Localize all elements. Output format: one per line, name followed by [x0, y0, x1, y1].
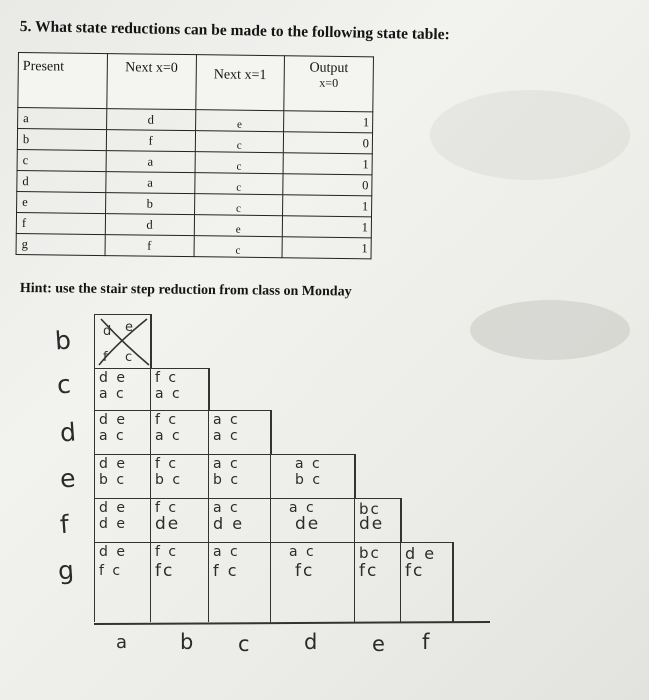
cell-c-b	[150, 368, 208, 410]
cell-next1: c	[194, 236, 283, 258]
cell-g-a-line1: d e	[99, 544, 127, 560]
cell-c-a-line2: a c	[99, 386, 126, 402]
cell-d-c-line1: a c	[213, 412, 240, 428]
cell-g-f-line1: d e	[405, 544, 437, 563]
cell-output: 1	[282, 216, 371, 238]
cell-e-d-line1: a c	[295, 456, 322, 472]
svg-text:f: f	[103, 350, 108, 365]
row-label-e: e	[59, 463, 77, 494]
cell-f-d-line2: de	[295, 514, 321, 534]
cell-e-c	[208, 454, 270, 498]
col-label-c: c	[238, 632, 250, 656]
cell-g-e-line1: bc	[359, 544, 381, 562]
svg-text:e: e	[125, 320, 133, 335]
cell-next1: c	[194, 194, 283, 216]
cell-g-f	[400, 542, 452, 622]
cell-f-b-line1: f c	[155, 500, 179, 516]
cell-next1: e	[195, 110, 284, 132]
cell-c-b-line1: f c	[155, 370, 179, 386]
col-label-f: f	[422, 630, 430, 654]
cell-next1: c	[195, 131, 284, 153]
header-next-x0: Next x=0	[107, 54, 196, 110]
col-label-d: d	[304, 630, 318, 654]
row-label-g: g	[57, 555, 75, 586]
cell-next1: c	[194, 173, 283, 195]
cell-g-b-line1: f c	[155, 544, 179, 560]
paper-shadow	[430, 90, 630, 180]
cell-output: 0	[283, 132, 372, 154]
cell-d-a	[94, 410, 150, 454]
cell-d-b-line1: f c	[155, 412, 179, 428]
cell-output: 0	[283, 174, 372, 196]
cell-f-e-line2: de	[359, 514, 385, 534]
cell-g-d-line1: a c	[289, 544, 316, 560]
header-next-x1: Next x=1	[195, 55, 284, 111]
cell-next1: e	[194, 215, 283, 237]
cell-e-a	[94, 454, 150, 498]
svg-text:c: c	[125, 350, 133, 365]
cell-c-a-line1: d e	[99, 370, 127, 386]
cell-next0: b	[105, 193, 194, 215]
stair-edge	[400, 498, 402, 542]
cell-g-e-line2: fc	[359, 561, 379, 581]
hint-text: Hint: use the stair step reduction from class on Monday	[19, 281, 352, 300]
cell-present: b	[17, 129, 106, 151]
table-row	[16, 233, 371, 258]
cell-f-e-line1: bc	[359, 500, 381, 518]
cell-f-a	[94, 498, 150, 542]
state-table	[16, 52, 374, 259]
cross-out-icon	[95, 315, 151, 369]
cell-g-d	[270, 542, 354, 622]
cell-present: d	[17, 170, 106, 192]
state-table-header	[18, 53, 374, 112]
cell-f-b-line2: de	[155, 514, 181, 534]
row-label-b: b	[54, 325, 72, 356]
col-label-b: b	[180, 630, 194, 654]
cell-f-a-line2: d e	[99, 516, 127, 532]
stair-edge	[270, 410, 272, 454]
cell-next0: d	[106, 109, 195, 131]
cell-f-a-line1: d e	[99, 500, 127, 516]
cell-e-b-line1: f c	[155, 456, 179, 472]
cell-f-d	[270, 498, 354, 542]
stair-edge	[208, 368, 210, 410]
cell-output: 1	[283, 153, 372, 175]
cell-present: f	[16, 212, 105, 234]
cell-g-a	[94, 542, 150, 622]
cell-g-c-line1: a c	[213, 544, 240, 560]
svg-text:d: d	[103, 324, 112, 339]
cell-output: 1	[283, 195, 372, 217]
cell-e-b-line2: b c	[155, 472, 183, 488]
cell-f-d-line1: a c	[289, 500, 316, 516]
header-output-label: Output	[309, 60, 349, 77]
row-label-d: d	[59, 417, 77, 448]
question-text: 5. What state reductions can be made to the following state table:	[19, 18, 450, 44]
row-label-f: f	[58, 509, 70, 540]
cell-output: 1	[282, 237, 371, 259]
cell-present: c	[17, 149, 106, 171]
cell-e-c-line1: a c	[213, 456, 240, 472]
header-present: Present	[18, 53, 107, 109]
cell-f-c	[208, 498, 270, 542]
cell-e-d	[270, 454, 354, 498]
cell-f-b	[150, 498, 208, 542]
header-output-sub: x=0	[319, 75, 339, 90]
stair-edge	[354, 454, 356, 498]
cell-e-b	[150, 454, 208, 498]
cell-c-b-line2: a c	[155, 386, 182, 402]
cell-g-c-line2: f c	[213, 561, 239, 580]
cell-d-c-line2: a c	[213, 428, 240, 444]
paper-shadow	[470, 300, 630, 360]
cell-b-a	[94, 314, 150, 368]
cell-e-a-line1: d e	[99, 456, 127, 472]
cell-d-c	[208, 410, 270, 454]
row-label-c: c	[56, 369, 72, 400]
cell-next0: f	[105, 235, 194, 257]
cell-next0: f	[106, 130, 195, 152]
cell-g-e	[354, 542, 400, 622]
cell-d-a-line2: a c	[99, 428, 126, 444]
cell-d-a-line1: d e	[99, 412, 127, 428]
cell-c-a	[94, 368, 150, 410]
cell-present: a	[18, 108, 107, 130]
cell-g-b	[150, 542, 208, 622]
cell-d-b	[150, 410, 208, 454]
cell-g-b-line2: fc	[155, 561, 175, 581]
cell-next1: c	[195, 152, 284, 174]
cell-e-d-line2: b c	[295, 472, 323, 488]
cell-d-b-line2: a c	[155, 428, 182, 444]
col-label-e: e	[372, 632, 385, 656]
cell-present: e	[17, 191, 106, 213]
cell-e-c-line2: b c	[213, 472, 241, 488]
stair-edge	[150, 314, 152, 368]
cell-g-c	[208, 542, 270, 622]
cell-next0: a	[106, 151, 195, 173]
cell-present: g	[16, 233, 105, 255]
cell-next0: d	[105, 214, 194, 236]
header-output	[284, 56, 373, 112]
cell-e-a-line2: b c	[99, 472, 127, 488]
cell-f-c-line1: a c	[213, 500, 240, 516]
cell-next0: a	[106, 172, 195, 194]
col-label-a: a	[116, 632, 128, 653]
stair-edge	[452, 542, 454, 622]
cell-output: 1	[284, 111, 373, 133]
cell-g-d-line2: fc	[295, 561, 315, 581]
cell-f-c-line2: d e	[213, 514, 245, 533]
cell-g-a-line2: f c	[99, 563, 123, 579]
cell-f-e	[354, 498, 400, 542]
cell-g-f-line2: fc	[405, 561, 425, 581]
